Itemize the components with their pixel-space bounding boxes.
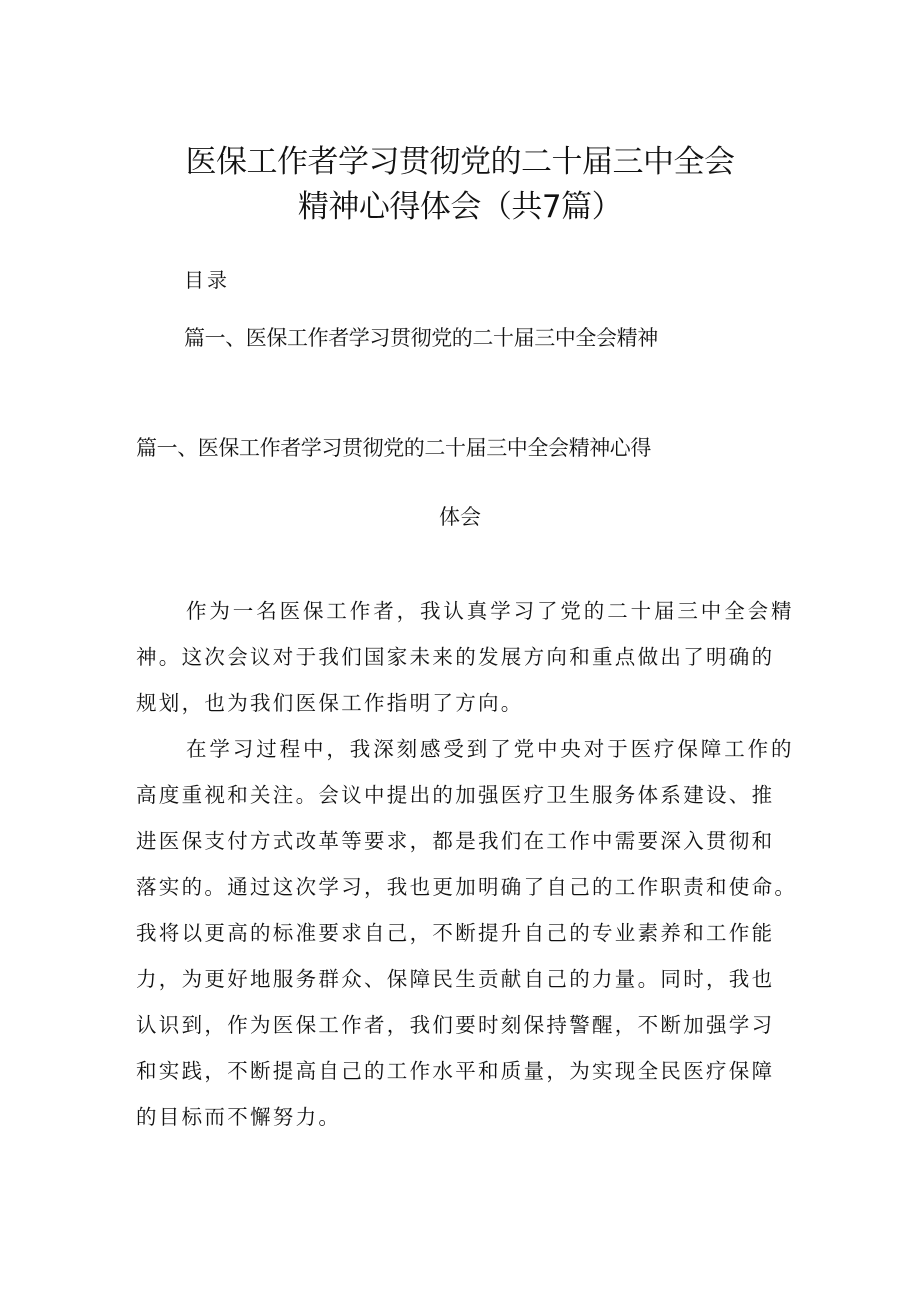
toc-entry-1[interactable]: 篇一、医保工作者学习贯彻党的二十届三中全会精神 — [184, 326, 658, 350]
paragraph-2-line-7: 认识到，作为医保工作者，我们要时刻保持警醒，不断加强学习 — [136, 1013, 775, 1037]
paragraph-1-line-3: 规划，也为我们医保工作指明了方向。 — [136, 691, 524, 715]
paragraph-2-line-2: 高度重视和关注。会议中提出的加强医疗卫生服务体系建设、推 — [136, 783, 775, 807]
section-heading-line-1: 篇一、医保工作者学习贯彻党的二十届三中全会精神心得 — [136, 436, 651, 460]
section-heading-line-2: 体会 — [439, 505, 481, 529]
paragraph-2-line-4: 落实的。通过这次学习，我也更加明确了自己的工作职责和使命。 — [136, 875, 798, 899]
paragraph-2-line-8: 和实践，不断提高自己的工作水平和质量，为实现全民医疗保障 — [136, 1059, 775, 1083]
document-title-line-1: 医保工作者学习贯彻党的二十届三中全会 — [185, 144, 735, 180]
document-title-line-2: 精神心得体会（共7篇） — [297, 189, 623, 225]
paragraph-2-line-3: 进医保支付方式改革等要求，都是我们在工作中需要深入贯彻和 — [136, 829, 775, 853]
paragraph-1-line-1: 作为一名医保工作者，我认真学习了党的二十届三中全会精 — [186, 599, 795, 623]
paragraph-2-line-9: 的目标而不懈努力。 — [136, 1105, 342, 1129]
toc-label: 目录 — [184, 268, 230, 292]
paragraph-2-line-5: 我将以更高的标准要求自己，不断提升自己的专业素养和工作能 — [136, 921, 775, 945]
paragraph-1-line-2: 神。这次会议对于我们国家未来的发展方向和重点做出了明确的 — [136, 645, 775, 669]
paragraph-2-line-6: 力，为更好地服务群众、保障民生贡献自己的力量。同时，我也 — [136, 967, 775, 991]
paragraph-2-line-1: 在学习过程中，我深刻感受到了党中央对于医疗保障工作的 — [186, 737, 795, 761]
